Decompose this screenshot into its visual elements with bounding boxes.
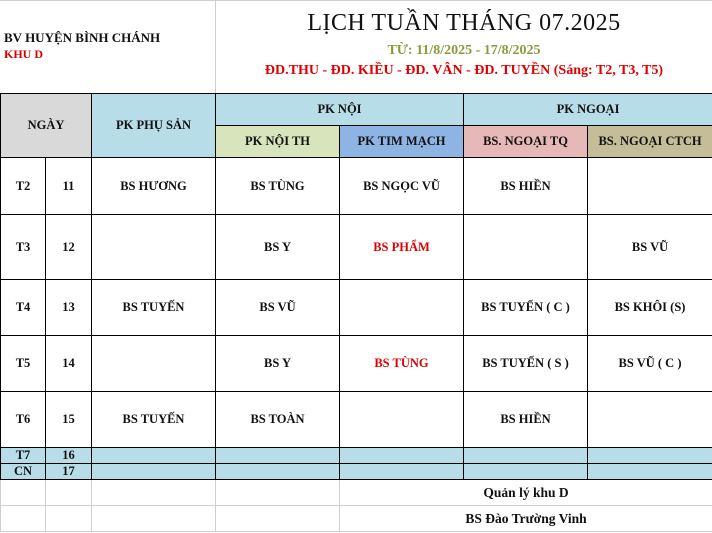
date-cell: 15 [46,392,92,448]
table-row [1,336,712,392]
col-header-pk-ngoai: PK NGOẠI [464,94,712,126]
col-header-ngoai-ctch: BS. NGOẠI CTCH [588,126,712,158]
noi-th-cell: BS TOÀN [216,392,340,448]
empty-cell [588,448,712,464]
empty-cell [464,464,588,480]
weekday-cell: T7 [1,448,46,464]
date-cell: 14 [46,336,92,392]
footer-row [1,506,712,532]
empty-cell [216,480,340,506]
page-title: LỊCH TUẦN THÁNG 07.2025 [307,10,621,36]
empty-cell [92,480,216,506]
ngoai-ctch-cell: BS VŨ [588,215,712,280]
table-row [1,215,712,280]
ngoai-ctch-cell [588,158,712,215]
phu-san-cell [92,215,216,280]
noi-th-cell: BS VŨ [216,280,340,336]
table-row [1,464,712,480]
nursing-staff: ĐD.THU - ĐD. KIỀU - ĐD. VÂN - ĐD. TUYỀN (Sáng: T2, T3, T5) [264,63,664,78]
manager-role: Quản lý khu D [340,480,712,506]
ngoai-tq-cell: BS TUYẾN ( S ) [464,336,588,392]
ngoai-ctch-cell [588,392,712,448]
tim-mach-cell: BS TÙNG [340,336,464,392]
noi-th-cell: BS Y [216,215,340,280]
empty-cell [92,464,216,480]
weekday-cell: T4 [1,280,46,336]
footer-row [1,480,712,506]
weekday-cell: T5 [1,336,46,392]
noi-th-cell: BS Y [216,336,340,392]
tim-mach-cell: BS PHẨM [340,215,464,280]
date-cell: 17 [46,464,92,480]
empty-cell [46,506,92,532]
ngoai-tq-cell: BS HIỀN [464,392,588,448]
empty-cell [1,480,46,506]
phu-san-cell: BS TUYẾN [92,392,216,448]
tim-mach-cell [340,280,464,336]
manager-name: BS Đào Trường Vinh [340,506,712,532]
ngoai-tq-cell [464,215,588,280]
phu-san-cell [92,336,216,392]
empty-cell [588,464,712,480]
phu-san-cell: BS HƯƠNG [92,158,216,215]
header-area [0,0,712,93]
tim-mach-cell [340,392,464,448]
col-header-ngoai-tq: BS. NGOẠI TQ [464,126,588,158]
noi-th-cell: BS TÙNG [216,158,340,215]
ngoai-tq-cell: BS TUYẾN ( C ) [464,280,588,336]
date-range: TỪ: 11/8/2025 - 17/8/2025 [387,43,541,58]
table-row [1,392,712,448]
col-header-tim-mach: PK TIM MẠCH [340,126,464,158]
col-header-phu-san: PK PHỤ SẢN [92,94,216,158]
empty-cell [92,448,216,464]
col-header-noi-th: PK NỘI TH [216,126,340,158]
schedule-table [0,93,712,532]
empty-cell [340,448,464,464]
table-row [1,280,712,336]
weekday-cell: CN [1,464,46,480]
header-top-line [0,0,712,1]
col-header-pk-noi: PK NỘI [216,94,464,126]
area-label: KHU D [4,47,43,61]
header-row-1 [1,94,712,126]
date-cell: 13 [46,280,92,336]
empty-cell [464,448,588,464]
date-cell: 16 [46,448,92,464]
empty-cell [1,506,46,532]
table-row [1,448,712,464]
phu-san-cell: BS TUYẾN [92,280,216,336]
empty-cell [92,506,216,532]
tim-mach-cell: BS NGỌC VŨ [340,158,464,215]
col-header-day: NGÀY [1,94,92,158]
empty-cell [46,480,92,506]
ngoai-tq-cell: BS HIỀN [464,158,588,215]
ngoai-ctch-cell: BS KHÔI (S) [588,280,712,336]
date-cell: 12 [46,215,92,280]
table-row [1,158,712,215]
ngoai-ctch-cell: BS VŨ ( C ) [588,336,712,392]
weekday-cell: T2 [1,158,46,215]
empty-cell [340,464,464,480]
empty-cell [216,464,340,480]
empty-cell [216,448,340,464]
date-cell: 11 [46,158,92,215]
weekday-cell: T6 [1,392,46,448]
hospital-name: BV HUYỆN BÌNH CHÁNH [4,30,161,45]
empty-cell [216,506,340,532]
weekday-cell: T3 [1,215,46,280]
